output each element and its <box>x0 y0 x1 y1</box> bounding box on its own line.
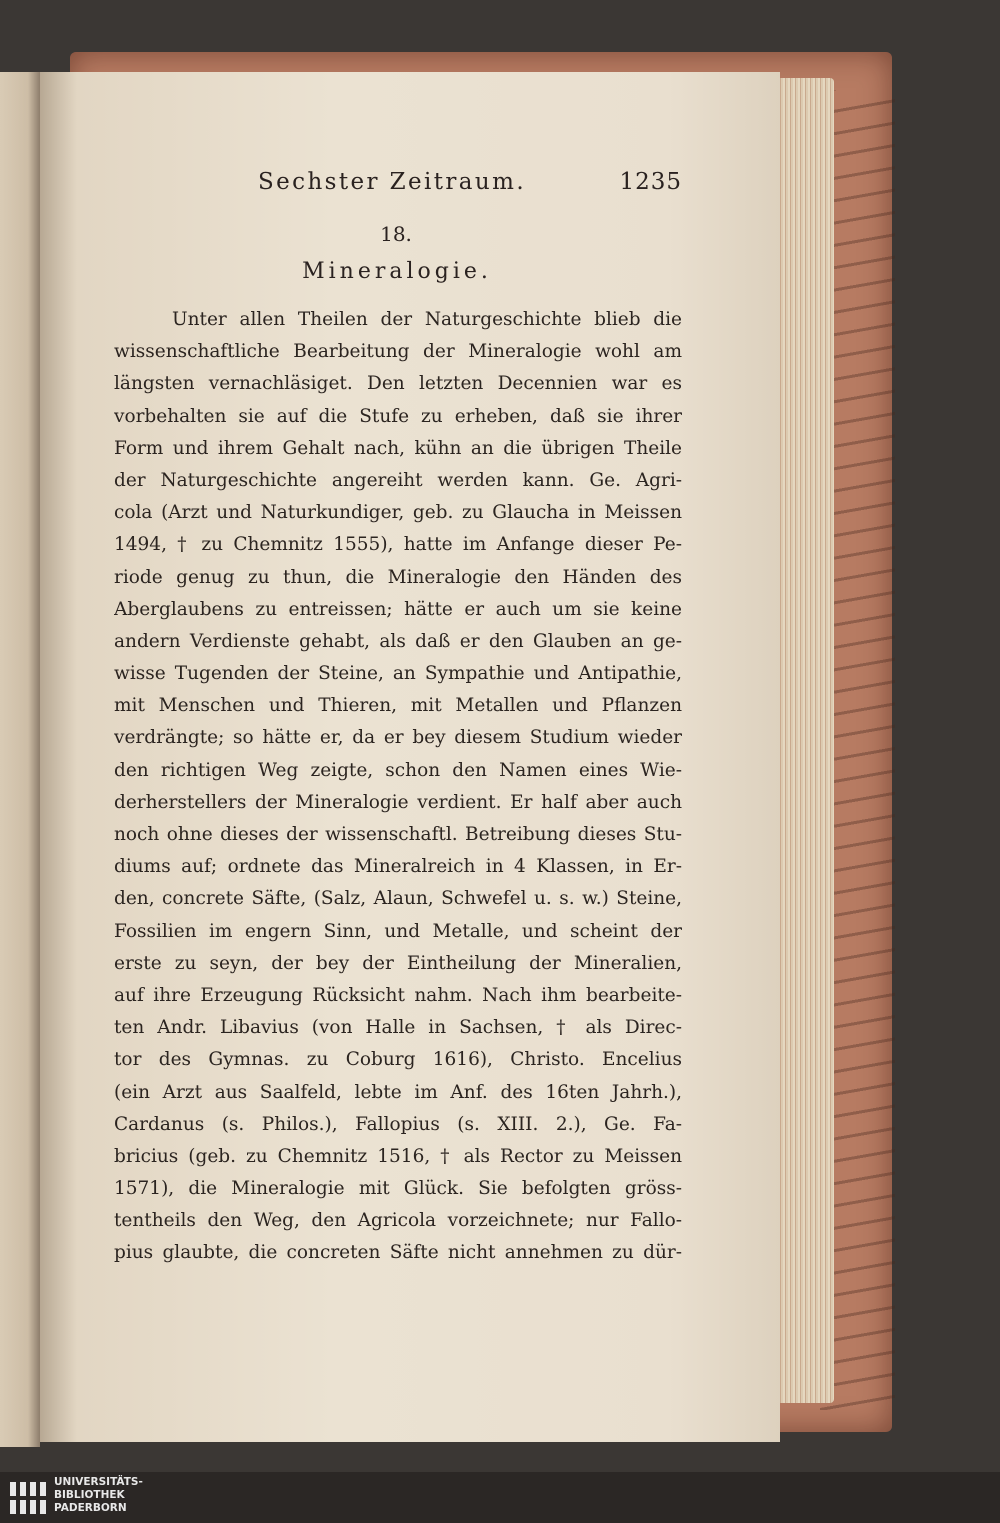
text-line: (ein Arzt aus Saalfeld, lebte im Anf. des 16ten Jahrh.), <box>114 1081 682 1103</box>
section-title: Mineralogie. <box>302 259 492 284</box>
text-line: riode genug zu thun, die Mineralogie den Händen des <box>114 566 682 588</box>
library-logo-icon <box>8 1478 48 1518</box>
running-header-title: Sechster Zeitraum. <box>258 169 527 195</box>
page-number: 1235 <box>619 169 682 195</box>
text-line: noch ohne dieses der wissenschaftl. Betreibung dieses Stu- <box>114 824 682 845</box>
text-line: mit Menschen und Thieren, mit Metallen und Pflanzen <box>114 695 682 717</box>
page-block-edges <box>778 78 834 1403</box>
text-line: 1494, † zu Chemnitz 1555), hatte im Anfange dieser Pe- <box>114 534 682 556</box>
logo-line-2: BIBLIOTHEK <box>54 1489 125 1501</box>
text-line: Form und ihrem Gehalt nach, kühn an die übrigen Theile <box>114 437 682 459</box>
text-line: wisse Tugenden der Steine, an Sympathie und Antipathie, <box>114 663 682 685</box>
section-number: 18. <box>380 222 412 246</box>
text-line: längsten vernachläsiget. Den letzten Decennien war es <box>114 373 682 395</box>
text-line: auf ihre Erzeugung Rücksicht nahm. Nach ihm bearbeite- <box>114 984 682 1006</box>
text-line: tentheils den Weg, den Agricola vorzeichnete; nur Fallo- <box>114 1210 682 1232</box>
text-line: derherstellers der Mineralogie verdient. Er half aber auch <box>114 791 682 813</box>
text-line: 1571), die Mineralogie mit Glück. Sie befolgten gröss- <box>114 1178 682 1200</box>
text-line: ten Andr. Libavius (von Halle in Sachsen, † als Direc- <box>114 1017 682 1039</box>
logo-line-3: PADERBORN <box>54 1502 127 1514</box>
text-line: vorbehalten sie auf die Stufe zu erheben, daß sie ihrer <box>114 405 682 427</box>
text-line: Aberglaubens zu entreissen; hätte er auch um sie keine <box>114 598 682 620</box>
text-line: andern Verdienste gehabt, als daß er den Glauben an ge- <box>114 630 682 652</box>
text-line: den richtigen Weg zeigte, schon den Namen eines Wie- <box>114 759 682 781</box>
text-line: wissenschaftliche Bearbeitung der Mineralogie wohl am <box>114 341 682 363</box>
text-line: Fossilien im engern Sinn, und Metalle, und scheint der <box>114 920 682 942</box>
text-line: Unter allen Theilen der Naturgeschichte blieb die <box>172 309 682 330</box>
text-line: cola (Arzt und Naturkundiger, geb. zu Glaucha in Meissen <box>114 502 682 524</box>
text-line: pius glaubte, die concreten Säfte nicht annehmen zu dür- <box>114 1242 682 1264</box>
text-line: erste zu seyn, der bey der Eintheilung der Mineralien, <box>114 952 682 974</box>
text-line: tor des Gymnas. zu Coburg 1616), Christo. Encelius <box>114 1049 682 1071</box>
text-line: den, concrete Säfte, (Salz, Alaun, Schwefel u. s. w.) Steine, <box>114 888 682 910</box>
footer-bar <box>0 1472 1000 1523</box>
text-line: verdrängte; so hätte er, da er bey diesem Studium wieder <box>114 727 682 749</box>
text-line: bricius (geb. zu Chemnitz 1516, † als Rector zu Meissen <box>114 1145 682 1167</box>
library-logo-text <box>54 1476 143 1515</box>
text-line: der Naturgeschichte angereiht werden kann. Ge. Agri- <box>114 469 682 491</box>
text-line: diums auf; ordnete das Mineralreich in 4 Klassen, in Er- <box>114 856 682 878</box>
running-header <box>258 165 682 201</box>
text-line: Cardanus (s. Philos.), Fallopius (s. XIII. 2.), Ge. Fa- <box>114 1113 682 1135</box>
body-text <box>114 304 682 1270</box>
logo-line-1: UNIVERSITÄTS- <box>54 1476 143 1488</box>
